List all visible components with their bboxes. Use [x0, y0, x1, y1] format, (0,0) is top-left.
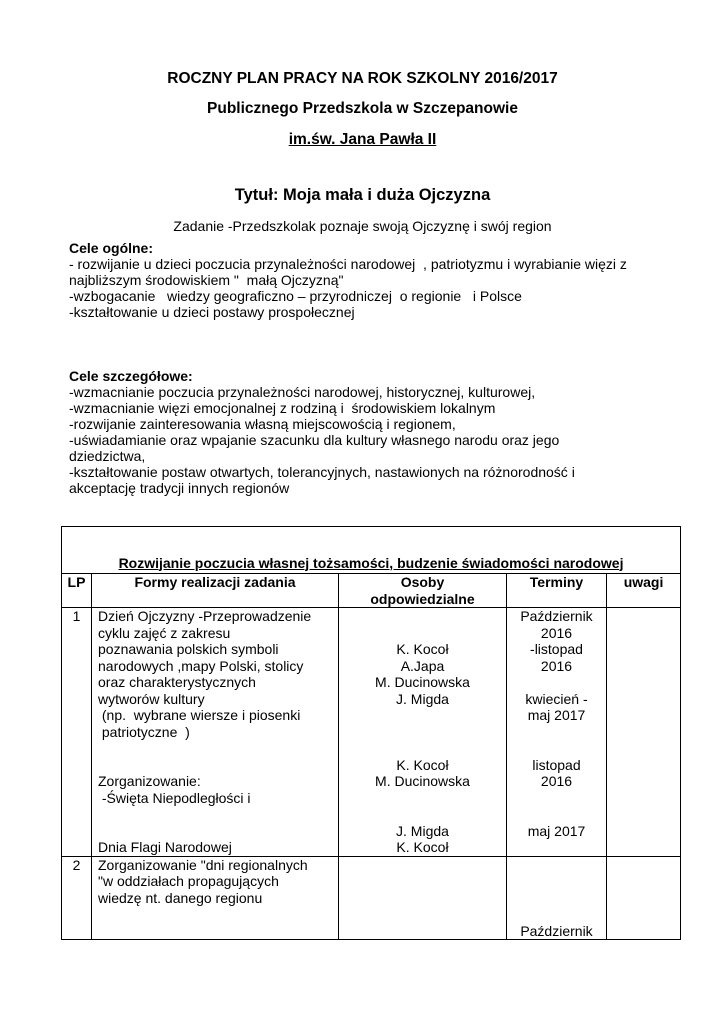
specific-goals-section: [69, 368, 669, 496]
form-line: poznawania polskich symboli: [98, 641, 279, 657]
general-goal-line: - rozwijanie u dzieci poczucia przynależności narodowej , patriotyzmu i wyrabianie więzi z: [69, 256, 627, 272]
general-goals-title: Cele ogólne:: [69, 240, 154, 256]
row2-terminy: [507, 856, 607, 940]
preschool-name: Publicznego Przedszkola w Szczepanowie: [207, 100, 518, 117]
responsible-person-line: M. Ducinowska: [375, 674, 470, 690]
term-line: 2016: [540, 773, 573, 789]
form-line: "w oddziałach propagujących: [98, 873, 279, 889]
responsible-person-line: [339, 707, 506, 724]
specific-goal-line: -wzmacnianie więzi emocjonalnej z rodziną i środowiskiem lokalnym: [69, 400, 496, 416]
specific-goal-line: -wzmacnianie poczucia przynależności narodowej, historycznej, kulturowej,: [69, 384, 536, 400]
plan-title: ROCZNY PLAN PRACY NA ROK SZKOLNY 2016/2017: [167, 70, 558, 87]
specific-goal-line: akceptację tradycji innych regionów: [69, 480, 290, 496]
form-line: narodowych ,mapy Polski, stolicy: [98, 657, 304, 674]
specific-goal-line: -uświadamianie oraz wpajanie szacunku dla kultury własnego narodu oraz jego: [69, 432, 560, 448]
term-line: 2016: [540, 657, 573, 674]
header-uwagi: uwagi: [607, 574, 681, 608]
form-line: patriotyczne ): [98, 723, 190, 740]
form-line: [98, 906, 338, 923]
table-row: [62, 608, 681, 857]
responsible-person-line: [339, 806, 506, 823]
form-line: oraz charakterystycznych: [98, 674, 256, 690]
specific-goals-list: [69, 384, 669, 496]
responsible-person-line: [339, 625, 506, 642]
row1-terminy: [507, 608, 607, 857]
form-line: Dzień Ojczyzny -Przeprowadzenie: [98, 608, 312, 624]
general-goals-section: [69, 240, 669, 320]
responsible-person-line: [339, 923, 506, 940]
general-goal-line: najbliższym środowiskiem " małą Ojczyzną": [69, 272, 344, 288]
responsible-person-line: M. Ducinowska: [375, 773, 470, 789]
row1-uwagi: [607, 608, 681, 857]
responsible-person-line: K. Kocoł: [396, 641, 449, 657]
term-line: [507, 790, 606, 807]
form-line: [98, 757, 338, 774]
responsible-person-line: [339, 790, 506, 807]
table-row: [62, 856, 681, 940]
responsible-person-line: K. Kocoł: [396, 756, 449, 773]
responsible-person-line: [339, 873, 506, 890]
responsible-person-line: J. Migda: [396, 822, 449, 839]
header-form: Formy realizacji zadania: [92, 574, 339, 608]
row2-form: [92, 856, 339, 940]
responsible-person-line: [339, 890, 506, 907]
responsible-person-line: [339, 906, 506, 923]
row1-lp: 1: [62, 608, 92, 857]
topic-title: Tytuł: Moja mała i duża Ojczyzna: [234, 186, 491, 204]
responsible-person-line: A.Japa: [400, 657, 445, 674]
form-line: [98, 740, 338, 757]
responsible-person-line: [339, 608, 506, 625]
term-line: 2016: [540, 624, 573, 641]
form-line: Dnia Flagi Narodowej: [98, 839, 232, 855]
term-line: Październik: [520, 922, 593, 939]
preschool-patron: im.św. Jana Pawła II: [288, 131, 437, 148]
form-line: (np. wybrane wiersze i piosenki: [98, 707, 301, 723]
header-osoby-line1: Osoby: [400, 574, 445, 590]
general-goal-line: -kształtowanie u dzieci postawy prospołecznej: [69, 304, 355, 320]
term-line: listopad: [532, 756, 581, 773]
form-line: wiedzę nt. danego regionu: [98, 889, 263, 906]
term-line: [507, 873, 606, 890]
form-line: cyklu zajęć z zakresu: [98, 624, 231, 641]
responsible-person-line: [339, 724, 506, 741]
row1-osoby: [339, 608, 507, 857]
term-line: maj 2017: [527, 707, 586, 723]
activity-table: [61, 526, 681, 940]
term-line: [507, 906, 606, 923]
form-line: [98, 923, 338, 940]
term-line: [507, 806, 606, 823]
specific-goal-line: -kształtowanie postaw otwartych, tolerancyjnych, nastawionych na różnorodność i: [69, 464, 575, 480]
term-line: [507, 839, 606, 856]
term-line: Październik: [520, 608, 593, 624]
header-lp: LP: [62, 574, 92, 608]
row1-form: [92, 608, 339, 857]
row2-lp: 2: [62, 856, 92, 940]
specific-goal-line: -rozwijanie zainteresowania własną miejscowością i regionem,: [69, 416, 456, 432]
general-goal-line: -wzbogacanie wiedzy geograficzno – przyrodniczej o regionie i Polsce: [69, 288, 522, 304]
header-osoby: [339, 574, 507, 608]
row2-osoby: [339, 856, 507, 940]
table-header-row: [62, 574, 681, 608]
term-line: [507, 890, 606, 907]
term-line: maj 2017: [527, 822, 586, 839]
form-line: wytworów kultury: [98, 690, 205, 707]
specific-goal-line: dziedzictwa,: [69, 448, 146, 464]
responsible-person-line: K. Kocoł: [396, 839, 449, 855]
term-line: [507, 724, 606, 741]
term-line: [507, 857, 606, 874]
term-line: [507, 674, 606, 691]
responsible-person-line: [339, 857, 506, 874]
form-line: -Święta Niepodległości i: [98, 789, 251, 806]
responsible-person-line: J. Migda: [396, 690, 449, 707]
header-terminy: Terminy: [507, 574, 607, 608]
form-line: Zorganizowanie "dni regionalnych: [98, 856, 308, 873]
header-osoby-line2: odpowiedzialne: [370, 590, 475, 607]
form-line: [98, 823, 338, 840]
responsible-person-line: [339, 740, 506, 757]
topic-task: Zadanie -Przedszkolak poznaje swoją Ojczyznę i swój region: [173, 218, 552, 234]
form-line: [98, 806, 338, 823]
table-banner: Rozwijanie poczucia własnej tożsamości, budzenie świadomości narodowej: [62, 527, 681, 574]
general-goals-list: [69, 256, 669, 320]
row2-uwagi: [607, 856, 681, 940]
term-line: [507, 740, 606, 757]
specific-goals-title: Cele szczegółowe:: [69, 368, 193, 384]
term-line: kwiecień -: [525, 690, 588, 707]
form-line: Zorganizowanie:: [98, 773, 201, 789]
term-line: -listopad: [530, 641, 583, 657]
